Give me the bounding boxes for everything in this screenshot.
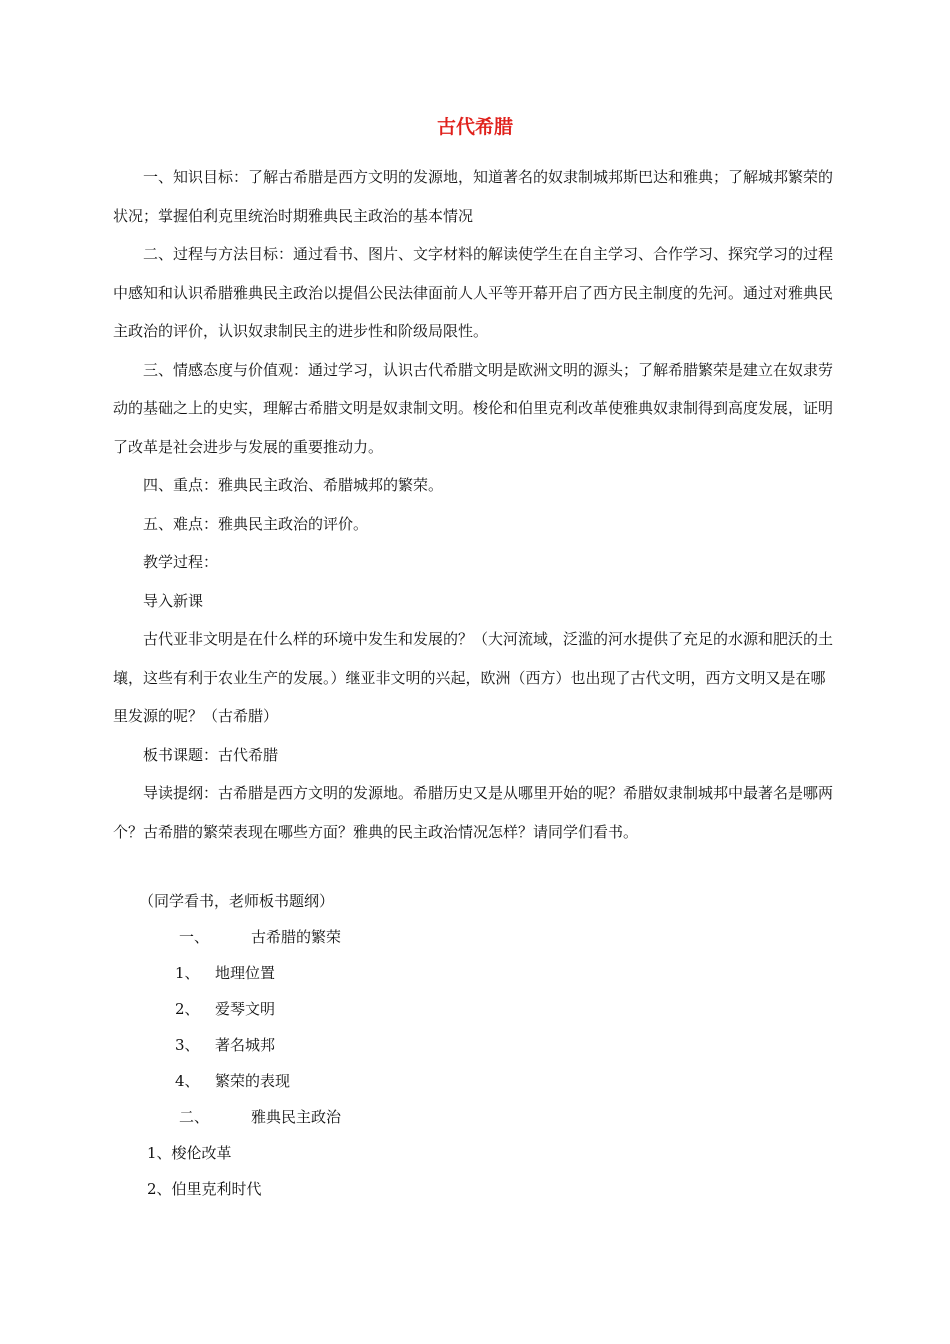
- paragraph-lesson-title: 板书课题：古代希腊: [143, 745, 279, 764]
- outline-item-label: 著名城邦: [215, 1036, 276, 1054]
- outline-subitem: 1、梭伦改革: [147, 1144, 232, 1162]
- outline-item-number: 2、: [175, 1000, 200, 1018]
- paragraph-teaching-process: 教学过程：: [143, 553, 219, 571]
- paragraph-values-goal: 三、情感态度与价值观：通过学习，认识古代希腊文明是欧洲文明的源头；了解希腊繁荣是建立在奴隶劳动的基础之上的史实，理解古希腊文明是奴隶制文明。梭伦和伯里克利改革使雅典奴隶制得到高度发展，证明了改革是社会进步与发展的重要推动力。: [113, 360, 834, 456]
- outline-item: [113, 1066, 835, 1102]
- board-outline: [113, 886, 835, 1210]
- outline-section-label: 雅典民主政治: [251, 1108, 342, 1126]
- paragraph-process-goal: 二、过程与方法目标：通过看书、图片、文字材料的解读使学生在自主学习、合作学习、探究学习的过程中感知和认识希腊雅典民主政治以提倡公民法律面前人人平等开幕开启了西方民主制度的先河。通过对雅典民主政治的评价，认识奴隶制民主的进步性和阶级局限性。: [113, 245, 834, 340]
- outline-item-label: 繁荣的表现: [215, 1072, 291, 1090]
- outline-item-number: 1、: [175, 964, 200, 982]
- paragraph-key-points: 四、重点：雅典民主政治、希腊城邦的繁荣。: [143, 476, 444, 494]
- outline-section-number: 二、: [179, 1108, 210, 1126]
- outline-section-1: [113, 922, 835, 958]
- outline-item-label: 爱琴文明: [215, 1000, 276, 1018]
- outline-section-number: 一、: [179, 928, 210, 946]
- paragraph-introduction: 导入新课: [143, 591, 204, 610]
- outline-note: （同学看书，老师板书题纲）: [139, 892, 335, 910]
- outline-item: [113, 994, 835, 1030]
- paragraph-intro-question: 古代亚非文明是在什么样的环境中发生和发展的？（大河流域，泛滥的河水提供了充足的水源和肥沃的土壤，这些有利于农业生产的发展。）继亚非文明的兴起，欧洲（西方）也出现了古代文明，西方文明又是在哪里发源的呢？（古希腊）: [113, 630, 834, 725]
- outline-item-number: 3、: [175, 1036, 200, 1054]
- paragraph-difficult-points: 五、难点：雅典民主政治的评价。: [143, 514, 369, 533]
- outline-section-2: [113, 1102, 835, 1138]
- outline-section-label: 古希腊的繁荣: [251, 928, 342, 946]
- outline-item: [113, 958, 835, 994]
- outline-item: [113, 1030, 835, 1066]
- document-title: 古代希腊: [436, 116, 513, 138]
- outline-item-label: 地理位置: [215, 964, 276, 982]
- document-body: [113, 158, 835, 851]
- outline-subitem: 2、伯里克利时代: [147, 1180, 262, 1198]
- paragraph-knowledge-goal: 一、知识目标：了解古希腊是西方文明的发源地，知道著名的奴隶制城邦斯巴达和雅典；了解城邦繁荣的状况；掌握伯利克里统治时期雅典民主政治的基本情况: [113, 168, 834, 225]
- outline-item-number: 4、: [175, 1072, 200, 1090]
- paragraph-reading-outline: 导读提纲：古希腊是西方文明的发源地。希腊历史又是从哪里开始的呢？希腊奴隶制城邦中最著名是哪两个？古希腊的繁荣表现在哪些方面？雅典的民主政治情况怎样？请同学们看书。: [113, 784, 834, 841]
